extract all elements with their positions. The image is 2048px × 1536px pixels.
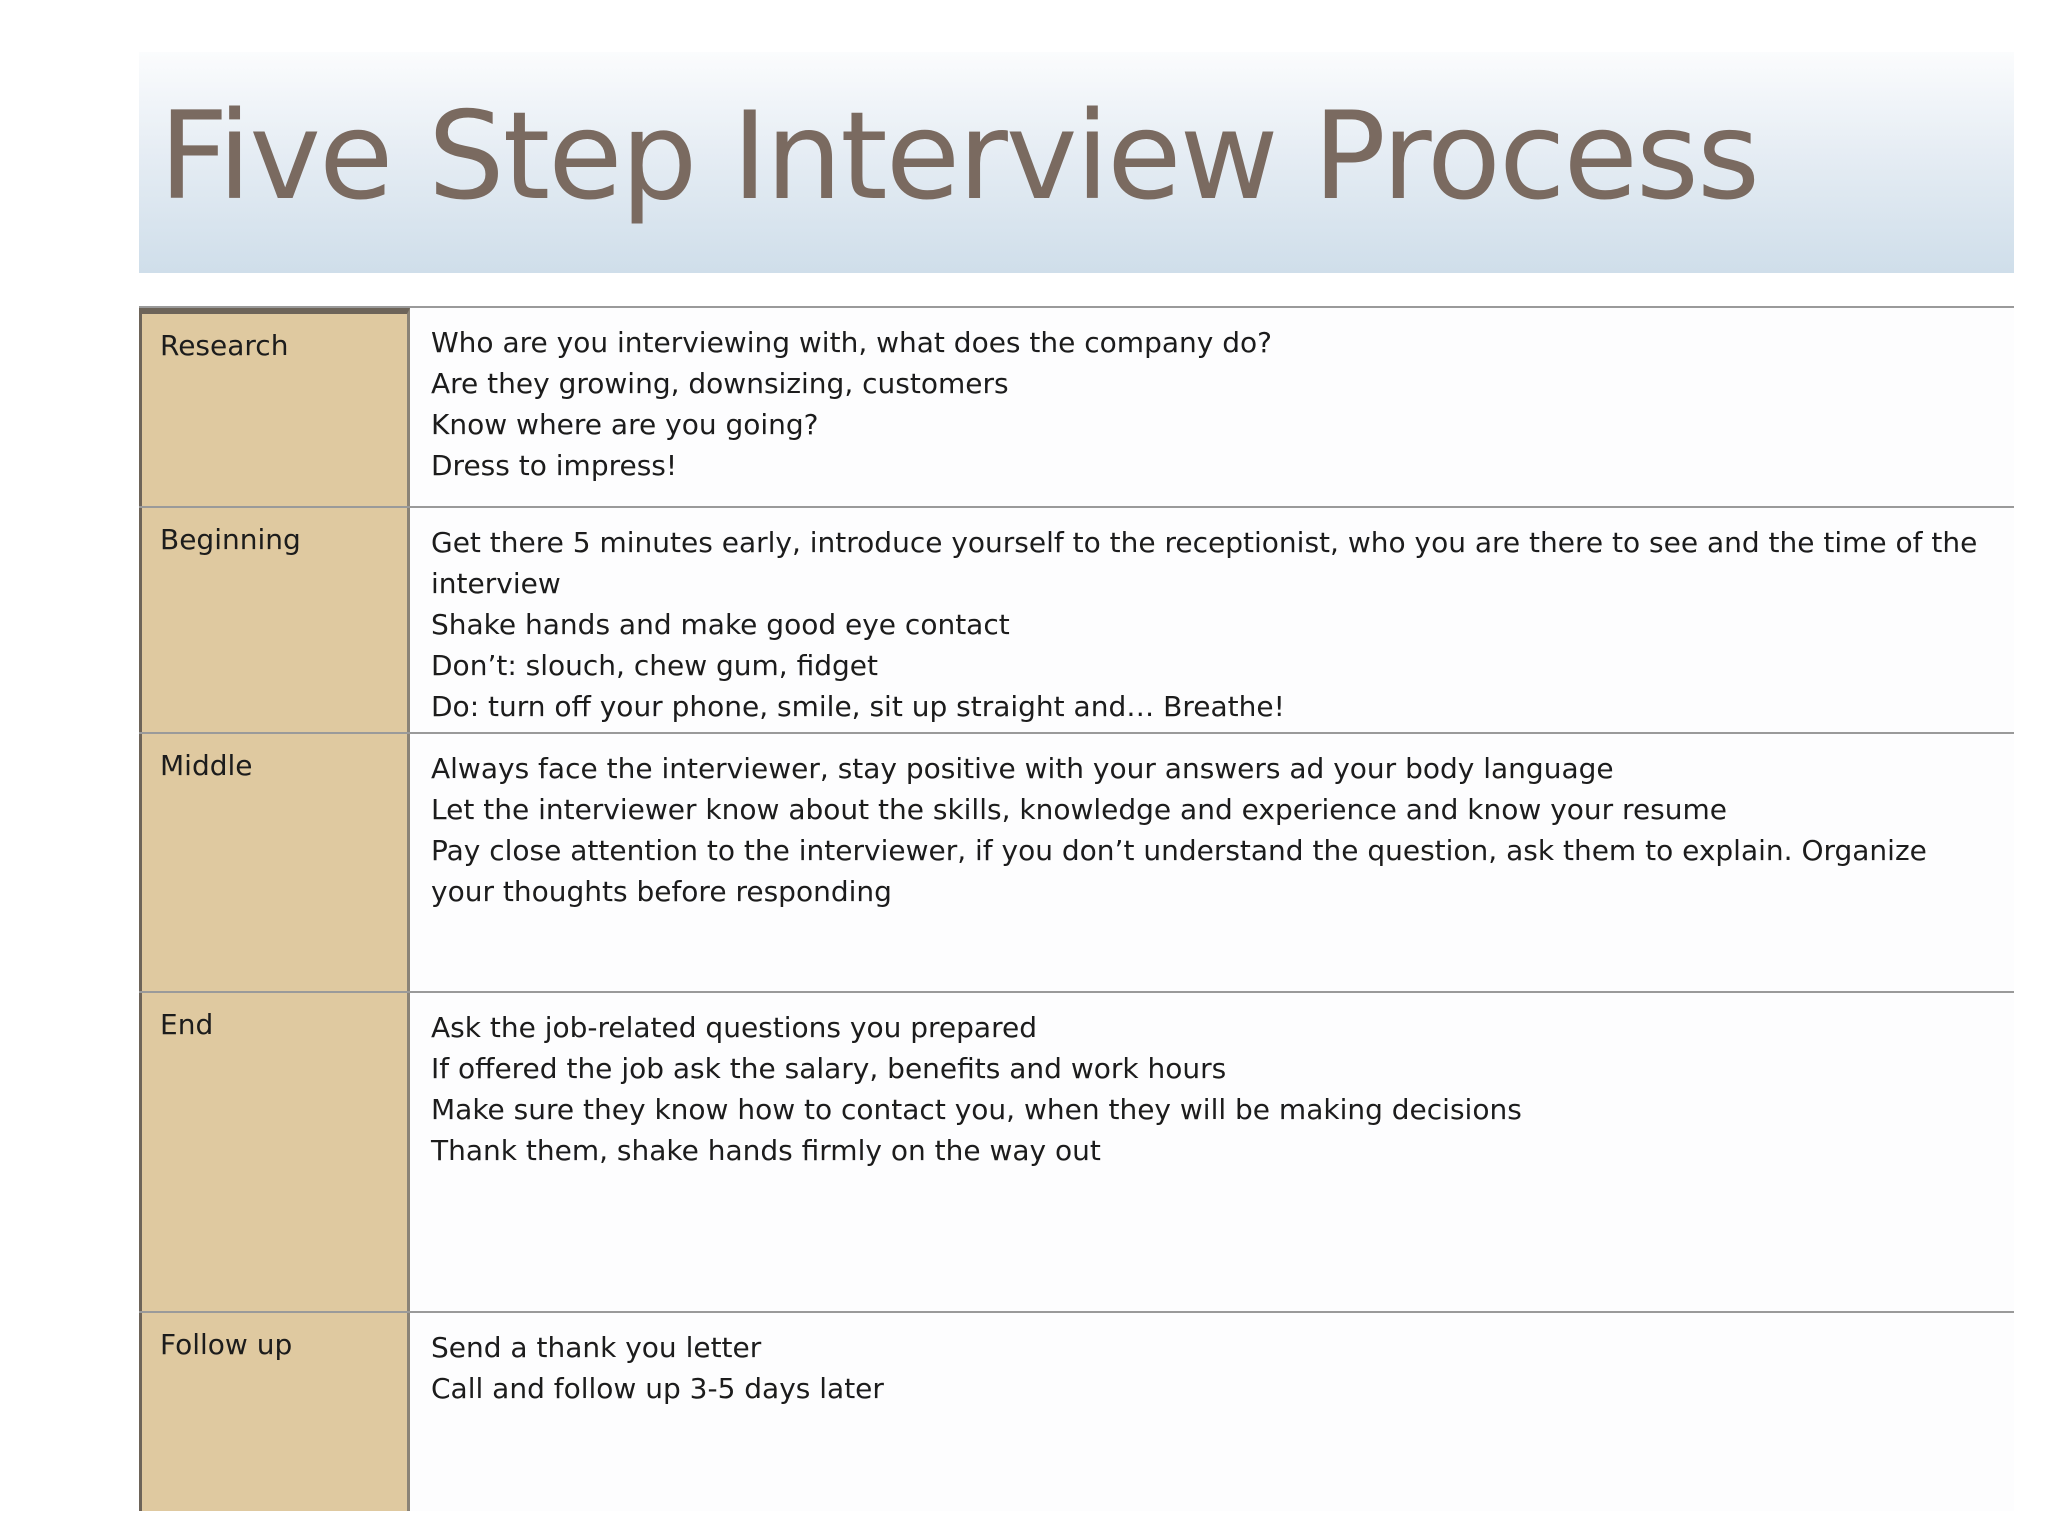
- step-line: Who are you interviewing with, what does the company do?: [431, 326, 1272, 359]
- steps-table: [139, 306, 2014, 1511]
- step-line: Always face the interviewer, stay positive with your answers ad your body language: [431, 752, 1614, 785]
- step-line: Pay close attention to the interviewer, if you don’t understand the question, ask them to explain. Organize your thoughts before responding: [431, 834, 1927, 908]
- step-label: Beginning: [160, 523, 301, 556]
- step-line: Don’t: slouch, chew gum, fidget: [431, 649, 878, 682]
- step-label-cell: [139, 993, 410, 1311]
- step-line: Ask the job-related questions you prepared: [431, 1011, 1037, 1044]
- step-content: [410, 993, 2014, 1311]
- step-label: Research: [160, 329, 289, 362]
- slide-title: Five Step Interview Process: [159, 86, 1758, 227]
- step-content: [410, 1313, 2014, 1511]
- step-line: Are they growing, downsizing, customers: [431, 367, 1009, 400]
- step-line: Shake hands and make good eye contact: [431, 608, 1010, 641]
- step-row-follow-up: [139, 1313, 2014, 1511]
- step-line: Get there 5 minutes early, introduce yourself to the receptionist, who you are there to see and the time of the interview: [431, 526, 1978, 600]
- step-line: Dress to impress!: [431, 449, 678, 482]
- step-line: Let the interviewer know about the skills, knowledge and experience and know your resume: [431, 793, 1728, 826]
- step-label: Follow up: [160, 1328, 293, 1361]
- step-line: Know where are you going?: [431, 408, 819, 441]
- step-label-cell: [139, 734, 410, 991]
- step-row-middle: [139, 734, 2014, 993]
- step-content: [410, 308, 2014, 506]
- step-content: [410, 508, 2014, 732]
- step-row-beginning: [139, 508, 2014, 734]
- step-row-end: [139, 993, 2014, 1313]
- step-label-cell: [139, 508, 410, 732]
- step-line: Make sure they know how to contact you, when they will be making decisions: [431, 1093, 1522, 1126]
- title-banner: [139, 52, 2014, 273]
- step-label: End: [160, 1008, 214, 1041]
- step-content: [410, 734, 2014, 991]
- step-line: Do: turn off your phone, smile, sit up straight and… Breathe!: [431, 690, 1285, 723]
- step-label: Middle: [160, 749, 253, 782]
- step-line: Thank them, shake hands firmly on the way out: [431, 1134, 1101, 1167]
- step-line: Call and follow up 3-5 days later: [431, 1372, 884, 1405]
- step-line: If offered the job ask the salary, benefits and work hours: [431, 1052, 1227, 1085]
- step-label-cell: [139, 1313, 410, 1511]
- step-line: Send a thank you letter: [431, 1331, 762, 1364]
- step-row-research: [139, 308, 2014, 508]
- step-label-cell: [139, 308, 410, 506]
